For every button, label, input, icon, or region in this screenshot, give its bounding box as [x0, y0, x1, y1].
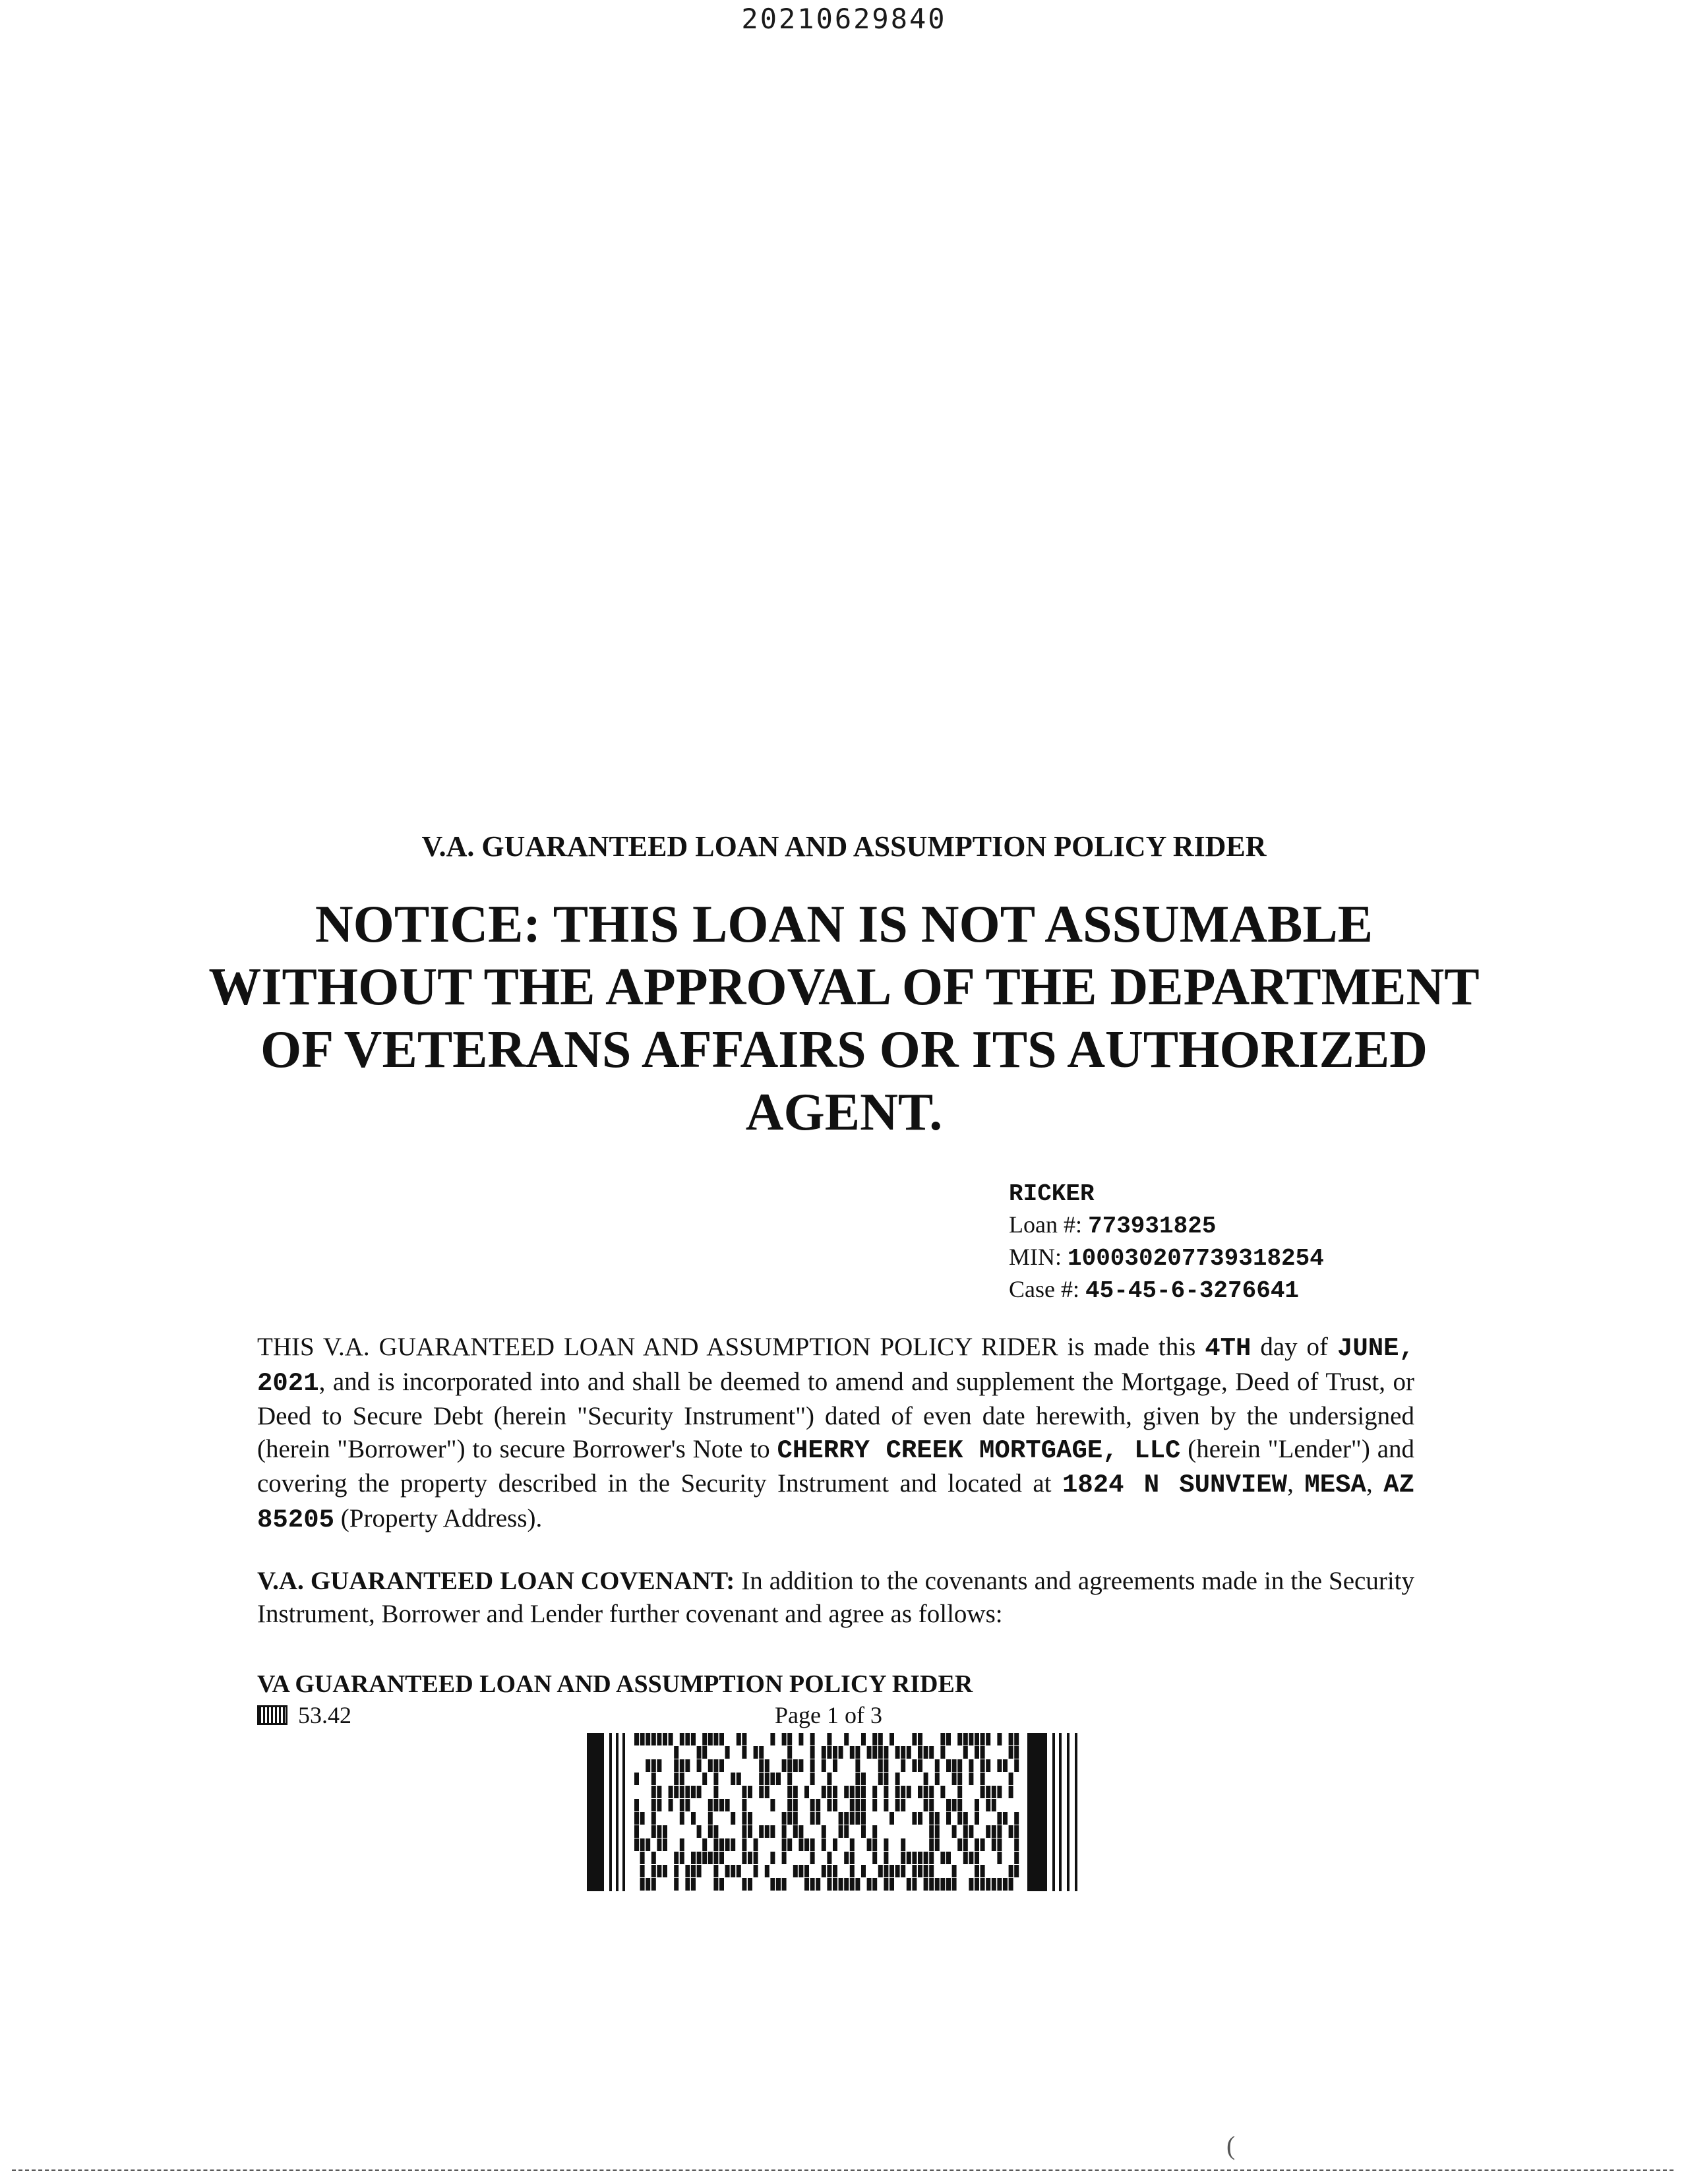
stray-mark: (	[1226, 2131, 1236, 2160]
rider-body-paragraph	[257, 1331, 1414, 1536]
body-text: THIS V.A. GUARANTEED LOAN AND ASSUMPTION POLICY RIDER is made this	[257, 1333, 1205, 1361]
form-vendor-logo-icon	[257, 1705, 287, 1725]
loan-info-block	[1009, 1177, 1324, 1306]
loan-number: 773931825	[1087, 1213, 1217, 1240]
rider-month-year: JUNE, 2021	[257, 1334, 1414, 1398]
assumption-notice: NOTICE: THIS LOAN IS NOT ASSUMABLE WITHOUT THE APPROVAL OF THE DEPARTMENT OF VETERANS AFFAIRS OR ITS AUTHORIZED AGENT.	[208, 895, 1480, 1141]
barcode-pattern	[587, 1733, 1077, 1891]
body-text: day of	[1251, 1333, 1337, 1361]
property-state-zip: AZ 85205	[257, 1471, 1415, 1534]
case-number: 45-45-6-3276641	[1085, 1277, 1300, 1304]
loan-number-label: Loan #:	[1009, 1211, 1082, 1238]
rider-day: 4TH	[1205, 1334, 1251, 1363]
footer-form-title: VA GUARANTEED LOAN AND ASSUMPTION POLICY RIDER	[257, 1670, 973, 1698]
property-city: MESA	[1304, 1471, 1366, 1500]
min-number: 100030207739318254	[1068, 1245, 1324, 1272]
body-text: ,	[1287, 1469, 1305, 1498]
recording-number: 20210629840	[741, 3, 947, 35]
barcode-icon	[587, 1733, 1078, 1891]
borrower-name: RICKER	[1009, 1180, 1095, 1207]
covenant-paragraph	[257, 1565, 1414, 1630]
body-text: (herein "Lender") and covering the property described in the Security Instrument and located at	[257, 1434, 1415, 1498]
case-number-label: Case #:	[1009, 1276, 1079, 1302]
min-label: MIN:	[1009, 1244, 1062, 1270]
lender-name: CHERRY CREEK MORTGAGE, LLC	[777, 1436, 1181, 1465]
form-number: 53.42	[298, 1702, 351, 1728]
body-text: (Property Address).	[334, 1503, 543, 1532]
page-edge-scan-line	[12, 2169, 1673, 2171]
rider-title: V.A. GUARANTEED LOAN AND ASSUMPTION POLICY RIDER	[421, 830, 1267, 863]
covenant-heading: V.A. GUARANTEED LOAN COVENANT:	[257, 1567, 735, 1595]
page-indicator: Page 1 of 3	[775, 1702, 882, 1728]
footer-meta	[257, 1701, 969, 1733]
covenant-text: In addition to the covenants and agreements made in the Security Instrument, Borrower and Lender further covenant and agree as follows:	[257, 1567, 1414, 1628]
body-text: , and is incorporated into and shall be deemed to amend and supplement the Mortgage, Deed of Trust, or Deed to Secure Debt (herein "Security Instrument") dated of even date herewith, given by the undersigned (herein "Borrower") to secure Borrower's Note to	[257, 1367, 1414, 1463]
property-street: 1824 N SUNVIEW	[1062, 1471, 1288, 1500]
body-text: ,	[1366, 1469, 1384, 1498]
